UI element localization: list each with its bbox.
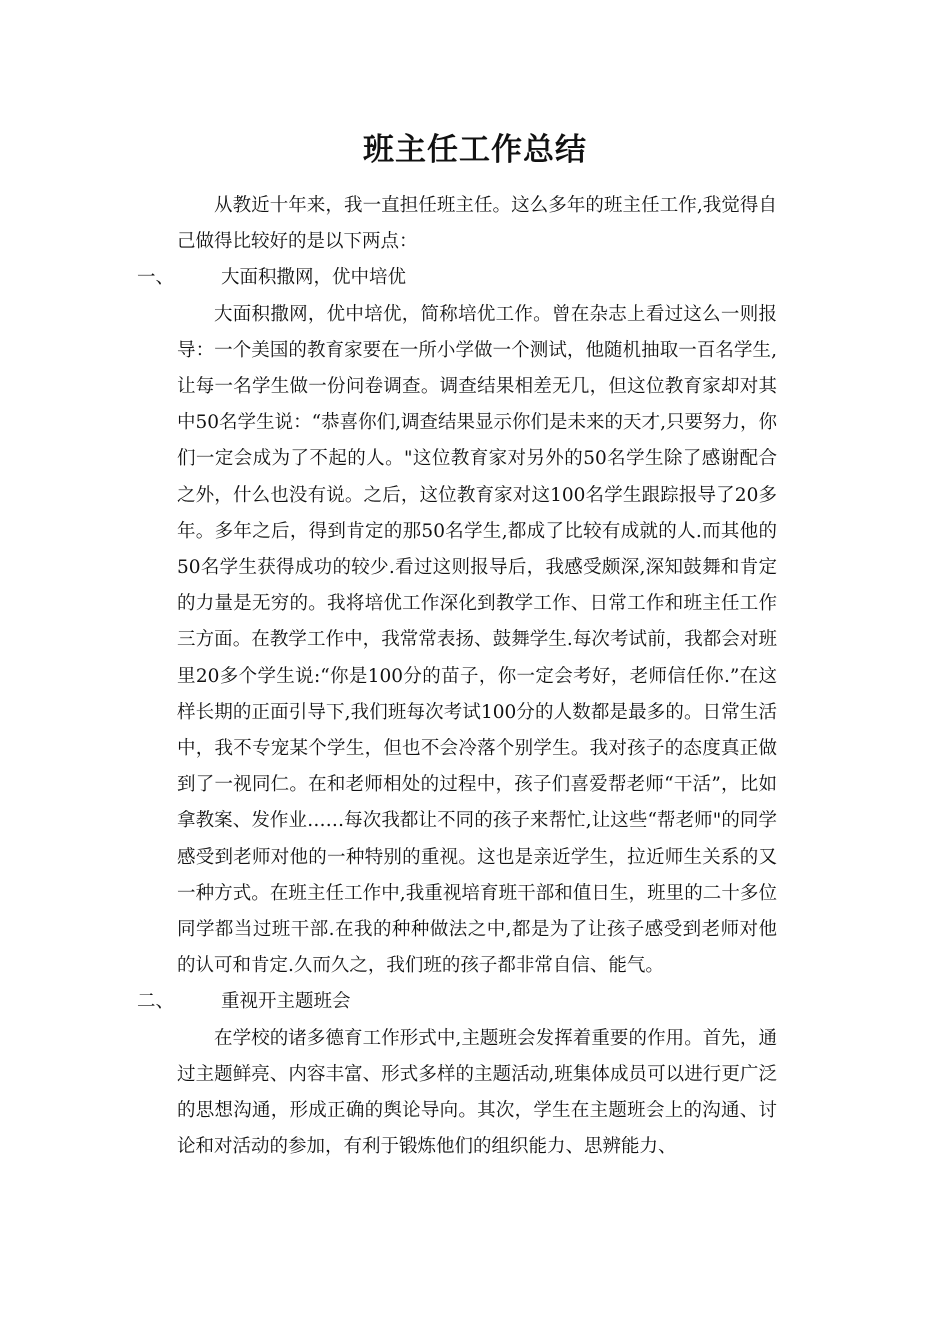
section-heading-text-1: 大面积撒网，优中培优 [221, 267, 407, 289]
section-number-2: 二、 [137, 991, 175, 1013]
document-title: 班主任工作总结 [363, 132, 587, 168]
document-body [137, 188, 777, 1165]
intro-paragraph: 从教近十年来，我一直担任班主任。这么多年的班主任工作,我觉得自己做得比较好的是以下两点： [177, 195, 777, 253]
section-paragraph-2: 在学校的诸多德育工作形式中,主题班会发挥着重要的作用。首先，通过主题鲜亮、内容丰富、形式多样的主题活动,班集体成员可以进行更广泛的思想沟通，形成正确的舆论导向。其次，学生在主题班会上的沟通、讨论和对活动的参加，有利于锻炼他们的组织能力、思辨能力、 [177, 1027, 777, 1158]
section-heading-1 [137, 260, 777, 296]
section-heading-2 [137, 984, 777, 1020]
section-heading-text-2: 重视开主题班会 [221, 991, 351, 1013]
section-paragraph-1: 大面积撒网，优中培优，简称培优工作。曾在杂志上看过这么一则报导：一个美国的教育家要在一所小学做一个测试，他随机抽取一百名学生,让每一名学生做一份问卷调查。调查结果相差无几，但这位教育家却对其中50名学生说：“恭喜你们,调查结果显示你们是未来的天才,只要努力，你们一定会成为了不起的人。"这位教育家对另外的50名学生除了感谢配合之外，什么也没有说。之后，这位教育家对这100名学生跟踪报导了20多年。多年之后，得到肯定的那50名学生,都成了比较有成就的人.而其他的50名学生获得成功的较少.看过这则报导后，我感受颇深,深知鼓舞和肯定的力量是无穷的。我将培优工作深化到教学工作、日常工作和班主任工作三方面。在教学工作中，我常常表扬、鼓舞学生.每次考试前，我都会对班里20多个学生说:“你是100分的苗子，你一定会考好，老师信任你.”在这样长期的正面引导下,我们班每次考试100分的人数都是最多的。日常生活中，我不专宠某个学生，但也不会冷落个别学生。我对孩子的态度真正做到了一视同仁。在和老师相处的过程中，孩子们喜爱帮老师“干活”，比如拿教案、发作业……每次我都让不同的孩子来帮忙,让这些“帮老师"的同学感受到老师对他的一种特别的重视。这也是亲近学生，拉近师生关系的又一种方式。在班主任工作中,我重视培育班干部和值日生，班里的二十多位同学都当过班干部.在我的种种做法之中,都是为了让孩子感受到老师对他的认可和肯定.久而久之，我们班的孩子都非常自信、能气。 [177, 303, 777, 977]
section-number-1: 一、 [137, 267, 175, 289]
